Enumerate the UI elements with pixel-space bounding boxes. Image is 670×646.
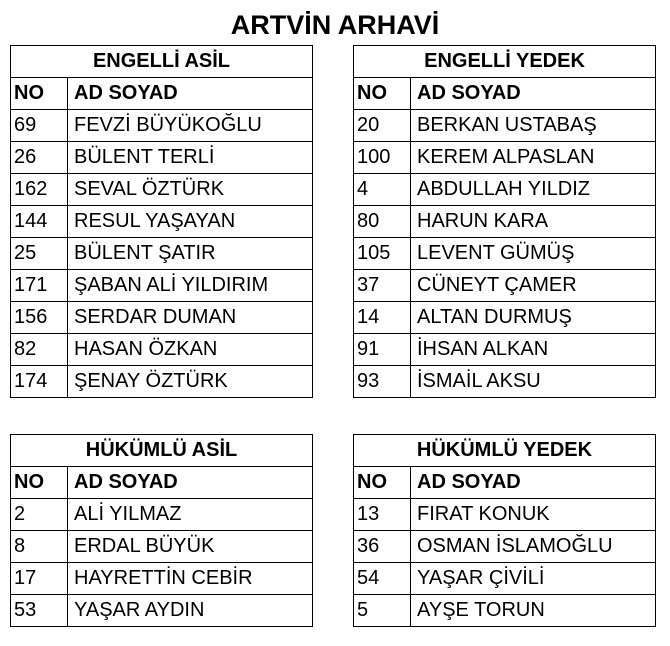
table-row <box>354 142 656 174</box>
cell-no: 80 <box>354 206 411 238</box>
table-row <box>354 270 656 302</box>
cell-no: 14 <box>354 302 411 334</box>
cell-name: ERDAL BÜYÜK <box>68 531 313 563</box>
cell-no: 174 <box>11 366 68 398</box>
cell-name: SERDAR DUMAN <box>68 302 313 334</box>
table-row <box>354 531 656 563</box>
cell-no: 5 <box>354 595 411 627</box>
cell-name: ABDULLAH YILDIZ <box>411 174 656 206</box>
table-row <box>11 238 313 270</box>
table-row <box>11 110 313 142</box>
cell-name: ALTAN DURMUŞ <box>411 302 656 334</box>
column-header-name: AD SOYAD <box>411 78 656 110</box>
table-row <box>11 366 313 398</box>
page-title: ARTVİN ARHAVİ <box>230 10 440 40</box>
column-header-no: NO <box>11 78 68 110</box>
cell-name: ŞABAN ALİ YILDIRIM <box>68 270 313 302</box>
cell-no: 162 <box>11 174 68 206</box>
cell-name: HAYRETTİN CEBİR <box>68 563 313 595</box>
table-row <box>11 595 313 627</box>
cell-name: YAŞAR AYDIN <box>68 595 313 627</box>
cell-name: RESUL YAŞAYAN <box>68 206 313 238</box>
table-row <box>11 174 313 206</box>
cell-no: 93 <box>354 366 411 398</box>
cell-name: FEVZİ BÜYÜKOĞLU <box>68 110 313 142</box>
cell-no: 53 <box>11 595 68 627</box>
cell-no: 8 <box>11 531 68 563</box>
table-heading: ENGELLİ ASİL <box>11 46 313 78</box>
cell-no: 25 <box>11 238 68 270</box>
cell-no: 82 <box>11 334 68 366</box>
table-row <box>11 302 313 334</box>
cell-no: 4 <box>354 174 411 206</box>
cell-name: KEREM ALPASLAN <box>411 142 656 174</box>
table-row <box>354 302 656 334</box>
cell-name: BERKAN USTABAŞ <box>411 110 656 142</box>
cell-name: CÜNEYT ÇAMER <box>411 270 656 302</box>
table-row <box>354 174 656 206</box>
cell-no: 37 <box>354 270 411 302</box>
cell-name: YAŞAR ÇİVİLİ <box>411 563 656 595</box>
table-row <box>11 206 313 238</box>
table-row <box>354 334 656 366</box>
cell-name: SEVAL ÖZTÜRK <box>68 174 313 206</box>
table-heading: HÜKÜMLÜ YEDEK <box>354 435 656 467</box>
cell-name: HASAN ÖZKAN <box>68 334 313 366</box>
cell-name: BÜLENT TERLİ <box>68 142 313 174</box>
column-header-no: NO <box>354 78 411 110</box>
cell-name: AYŞE TORUN <box>411 595 656 627</box>
table-row <box>354 366 656 398</box>
cell-no: 20 <box>354 110 411 142</box>
column-header-no: NO <box>354 467 411 499</box>
column-header-name: AD SOYAD <box>68 467 313 499</box>
table-row <box>354 110 656 142</box>
cell-name: İSMAİL AKSU <box>411 366 656 398</box>
table-row <box>11 270 313 302</box>
cell-name: LEVENT GÜMÜŞ <box>411 238 656 270</box>
cell-name: ALİ YILMAZ <box>68 499 313 531</box>
cell-no: 100 <box>354 142 411 174</box>
table-hukumlu-yedek <box>353 434 656 627</box>
cell-name: HARUN KARA <box>411 206 656 238</box>
table-row <box>354 563 656 595</box>
table-row <box>354 595 656 627</box>
table-row <box>11 142 313 174</box>
column-header-name: AD SOYAD <box>411 467 656 499</box>
cell-name: İHSAN ALKAN <box>411 334 656 366</box>
cell-no: 17 <box>11 563 68 595</box>
table-row <box>354 238 656 270</box>
cell-no: 91 <box>354 334 411 366</box>
column-header-name: AD SOYAD <box>68 78 313 110</box>
cell-name: ŞENAY ÖZTÜRK <box>68 366 313 398</box>
table-row <box>11 563 313 595</box>
cell-name: OSMAN İSLAMOĞLU <box>411 531 656 563</box>
cell-no: 144 <box>11 206 68 238</box>
table-row <box>11 334 313 366</box>
cell-no: 69 <box>11 110 68 142</box>
table-heading: ENGELLİ YEDEK <box>354 46 656 78</box>
table-row <box>354 499 656 531</box>
table-hukumlu-asil <box>10 434 313 627</box>
table-row <box>11 531 313 563</box>
cell-no: 26 <box>11 142 68 174</box>
table-row <box>354 206 656 238</box>
table-row <box>11 499 313 531</box>
cell-no: 171 <box>11 270 68 302</box>
table-heading: HÜKÜMLÜ ASİL <box>11 435 313 467</box>
table-engelli-asil <box>10 45 313 398</box>
cell-no: 156 <box>11 302 68 334</box>
cell-no: 13 <box>354 499 411 531</box>
cell-no: 2 <box>11 499 68 531</box>
cell-name: BÜLENT ŞATIR <box>68 238 313 270</box>
column-header-no: NO <box>11 467 68 499</box>
cell-name: FIRAT KONUK <box>411 499 656 531</box>
cell-no: 36 <box>354 531 411 563</box>
cell-no: 105 <box>354 238 411 270</box>
table-engelli-yedek <box>353 45 656 398</box>
cell-no: 54 <box>354 563 411 595</box>
